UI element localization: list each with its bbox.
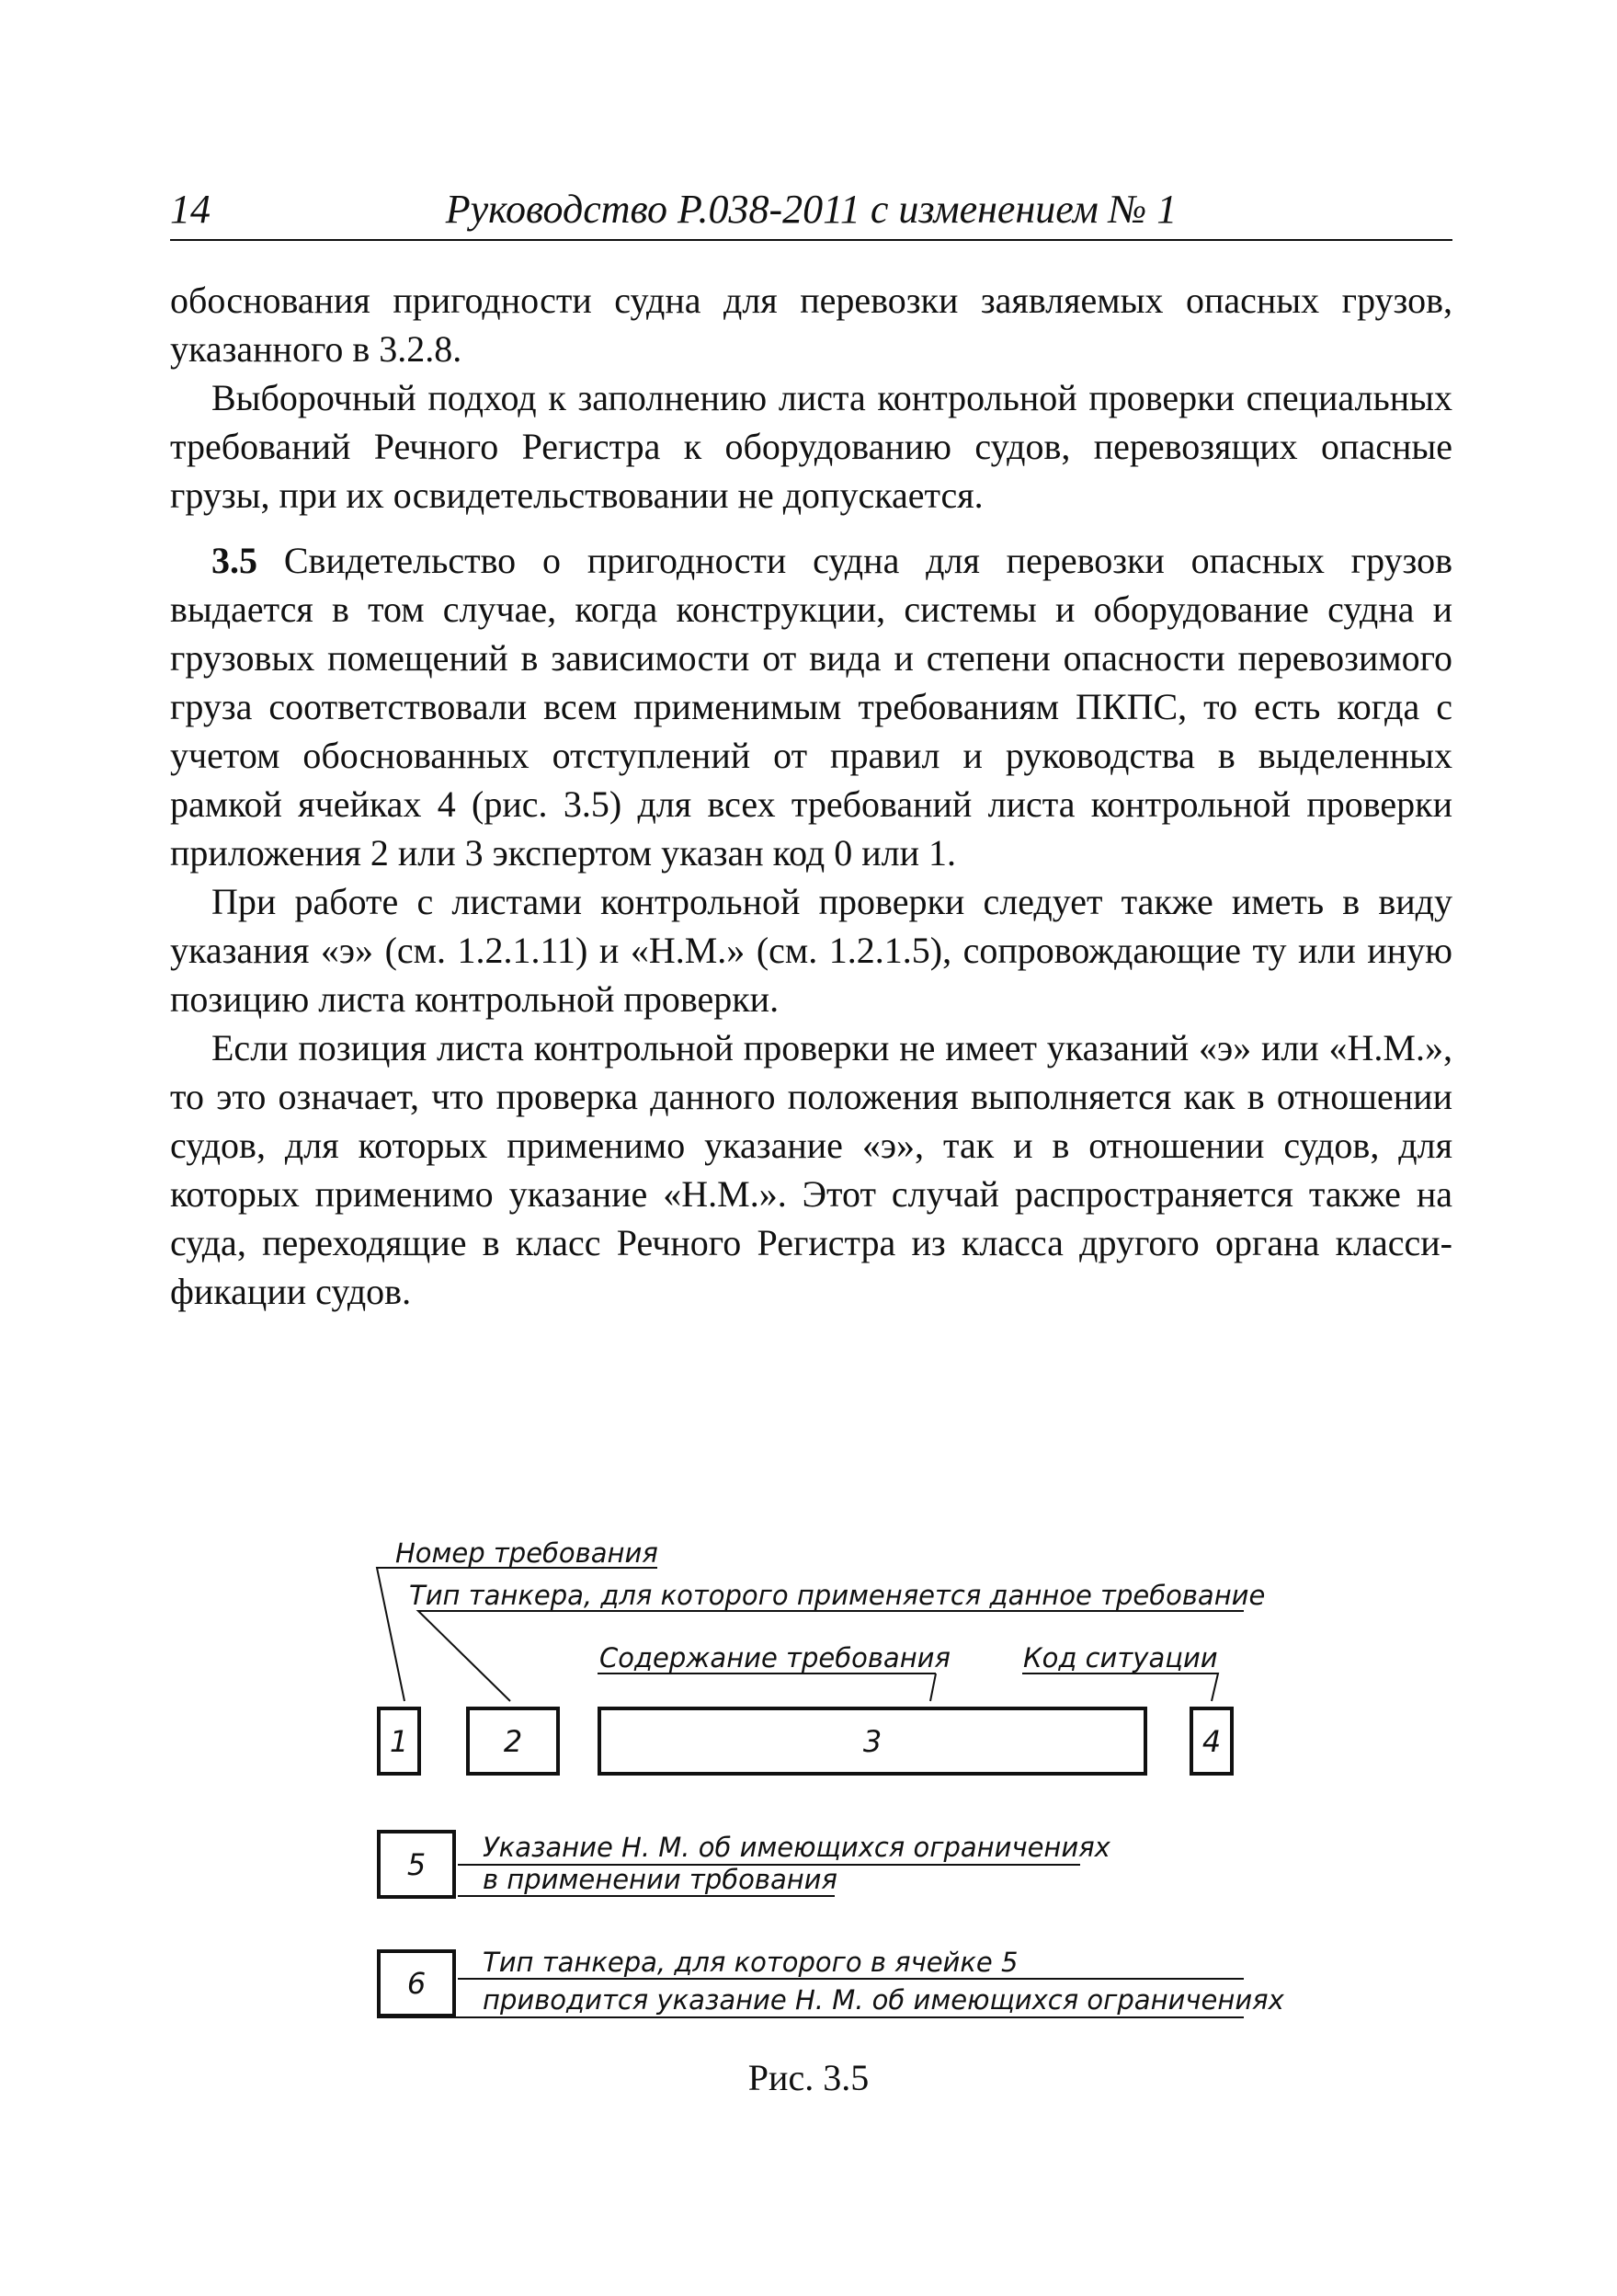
paragraph: При работе с листами контрольной проверки следует также иметь в виду указания «э» (см. 1.2.1.11) и «Н.М.» (см. 1.2.1.5), сопровождающие ту или иную позицию листа контрольной проверки. bbox=[170, 881, 1452, 1020]
page-header bbox=[170, 184, 1452, 241]
cell-6: 6 bbox=[377, 1949, 456, 2017]
label-requirement-number: Номер требования bbox=[395, 1537, 658, 1569]
cell-5: 5 bbox=[377, 1830, 456, 1899]
cell-3: 3 bbox=[598, 1707, 1147, 1776]
leader-line-4 bbox=[1022, 1673, 1218, 1701]
paragraph-3-5 bbox=[170, 536, 1452, 877]
leader-line-2 bbox=[418, 1611, 1244, 1701]
cell-5-text-line1: Указание Н. М. об имеющихся ограничениях bbox=[483, 1832, 1110, 1863]
label-tanker-type: Тип танкера, для которого применяется данное требование bbox=[409, 1580, 1266, 1611]
cell-5-text-line2: в применении трбования bbox=[483, 1864, 837, 1895]
figure-caption: Рис. 3.5 bbox=[747, 2057, 870, 2098]
paragraph: Если позиция листа контрольной проверки не имеет указаний «э» или «Н.М.», то это означает, что проверка данного положения выполняется как в отношении судов, для которых применимо указание «э», так и в отношении судов, для которых применимо указание «Н.М.». Этот случай распространяется также на суда, переходящие в класс Речного Регистра из класса другого органа классификации судов. bbox=[170, 1027, 1452, 1312]
cell-6-text-line2: приводится указание Н. М. об имеющихся ограничениях bbox=[483, 1984, 1284, 2016]
cell-6-text-line1: Тип танкера, для которого в ячейке 5 bbox=[483, 1947, 1019, 1978]
cell-4: 4 bbox=[1190, 1707, 1234, 1776]
leader-line-3 bbox=[930, 1673, 936, 1701]
paragraph: Выборочный подход к заполнению листа контрольной проверки специальных требований Речного Регистра к оборудованию судов, перевозящих опасные грузы, при их освидетельствовании не допускается. bbox=[170, 377, 1452, 516]
label-requirement-content: Содержание требования bbox=[599, 1642, 951, 1673]
section-text: Свидетельство о пригодности судна для перевозки опасных грузов выдается в том случае, когда конструкции, системы и оборудование судна и грузовых помещений в зависимости от вида и степени опасности перевозимого груза соответствовали всем применимым требованиям ПКПС, то есть когда с учетом обоснованных отступлений от правил и руководства в выделенных рамкой ячейках 4 (рис. 3.5) для всех требований листа контрольной проверки приложения 2 или 3 экспертом указан код 0 или 1. bbox=[170, 540, 1452, 874]
section-number: 3.5 bbox=[211, 540, 257, 581]
paragraph: обоснования пригодности судна для перевозки заявляемых опасных грузов, указанного в 3.2.8. bbox=[170, 280, 1452, 370]
cell-1: 1 bbox=[377, 1707, 421, 1776]
page-number: 14 bbox=[170, 187, 211, 232]
leader-line-1 bbox=[377, 1568, 657, 1701]
body-text bbox=[170, 276, 1452, 1316]
label-situation-code: Код ситуации bbox=[1023, 1642, 1218, 1673]
running-title: Руководство Р.038-2011 с изменением № 1 bbox=[445, 187, 1178, 232]
cell-2: 2 bbox=[466, 1707, 560, 1776]
